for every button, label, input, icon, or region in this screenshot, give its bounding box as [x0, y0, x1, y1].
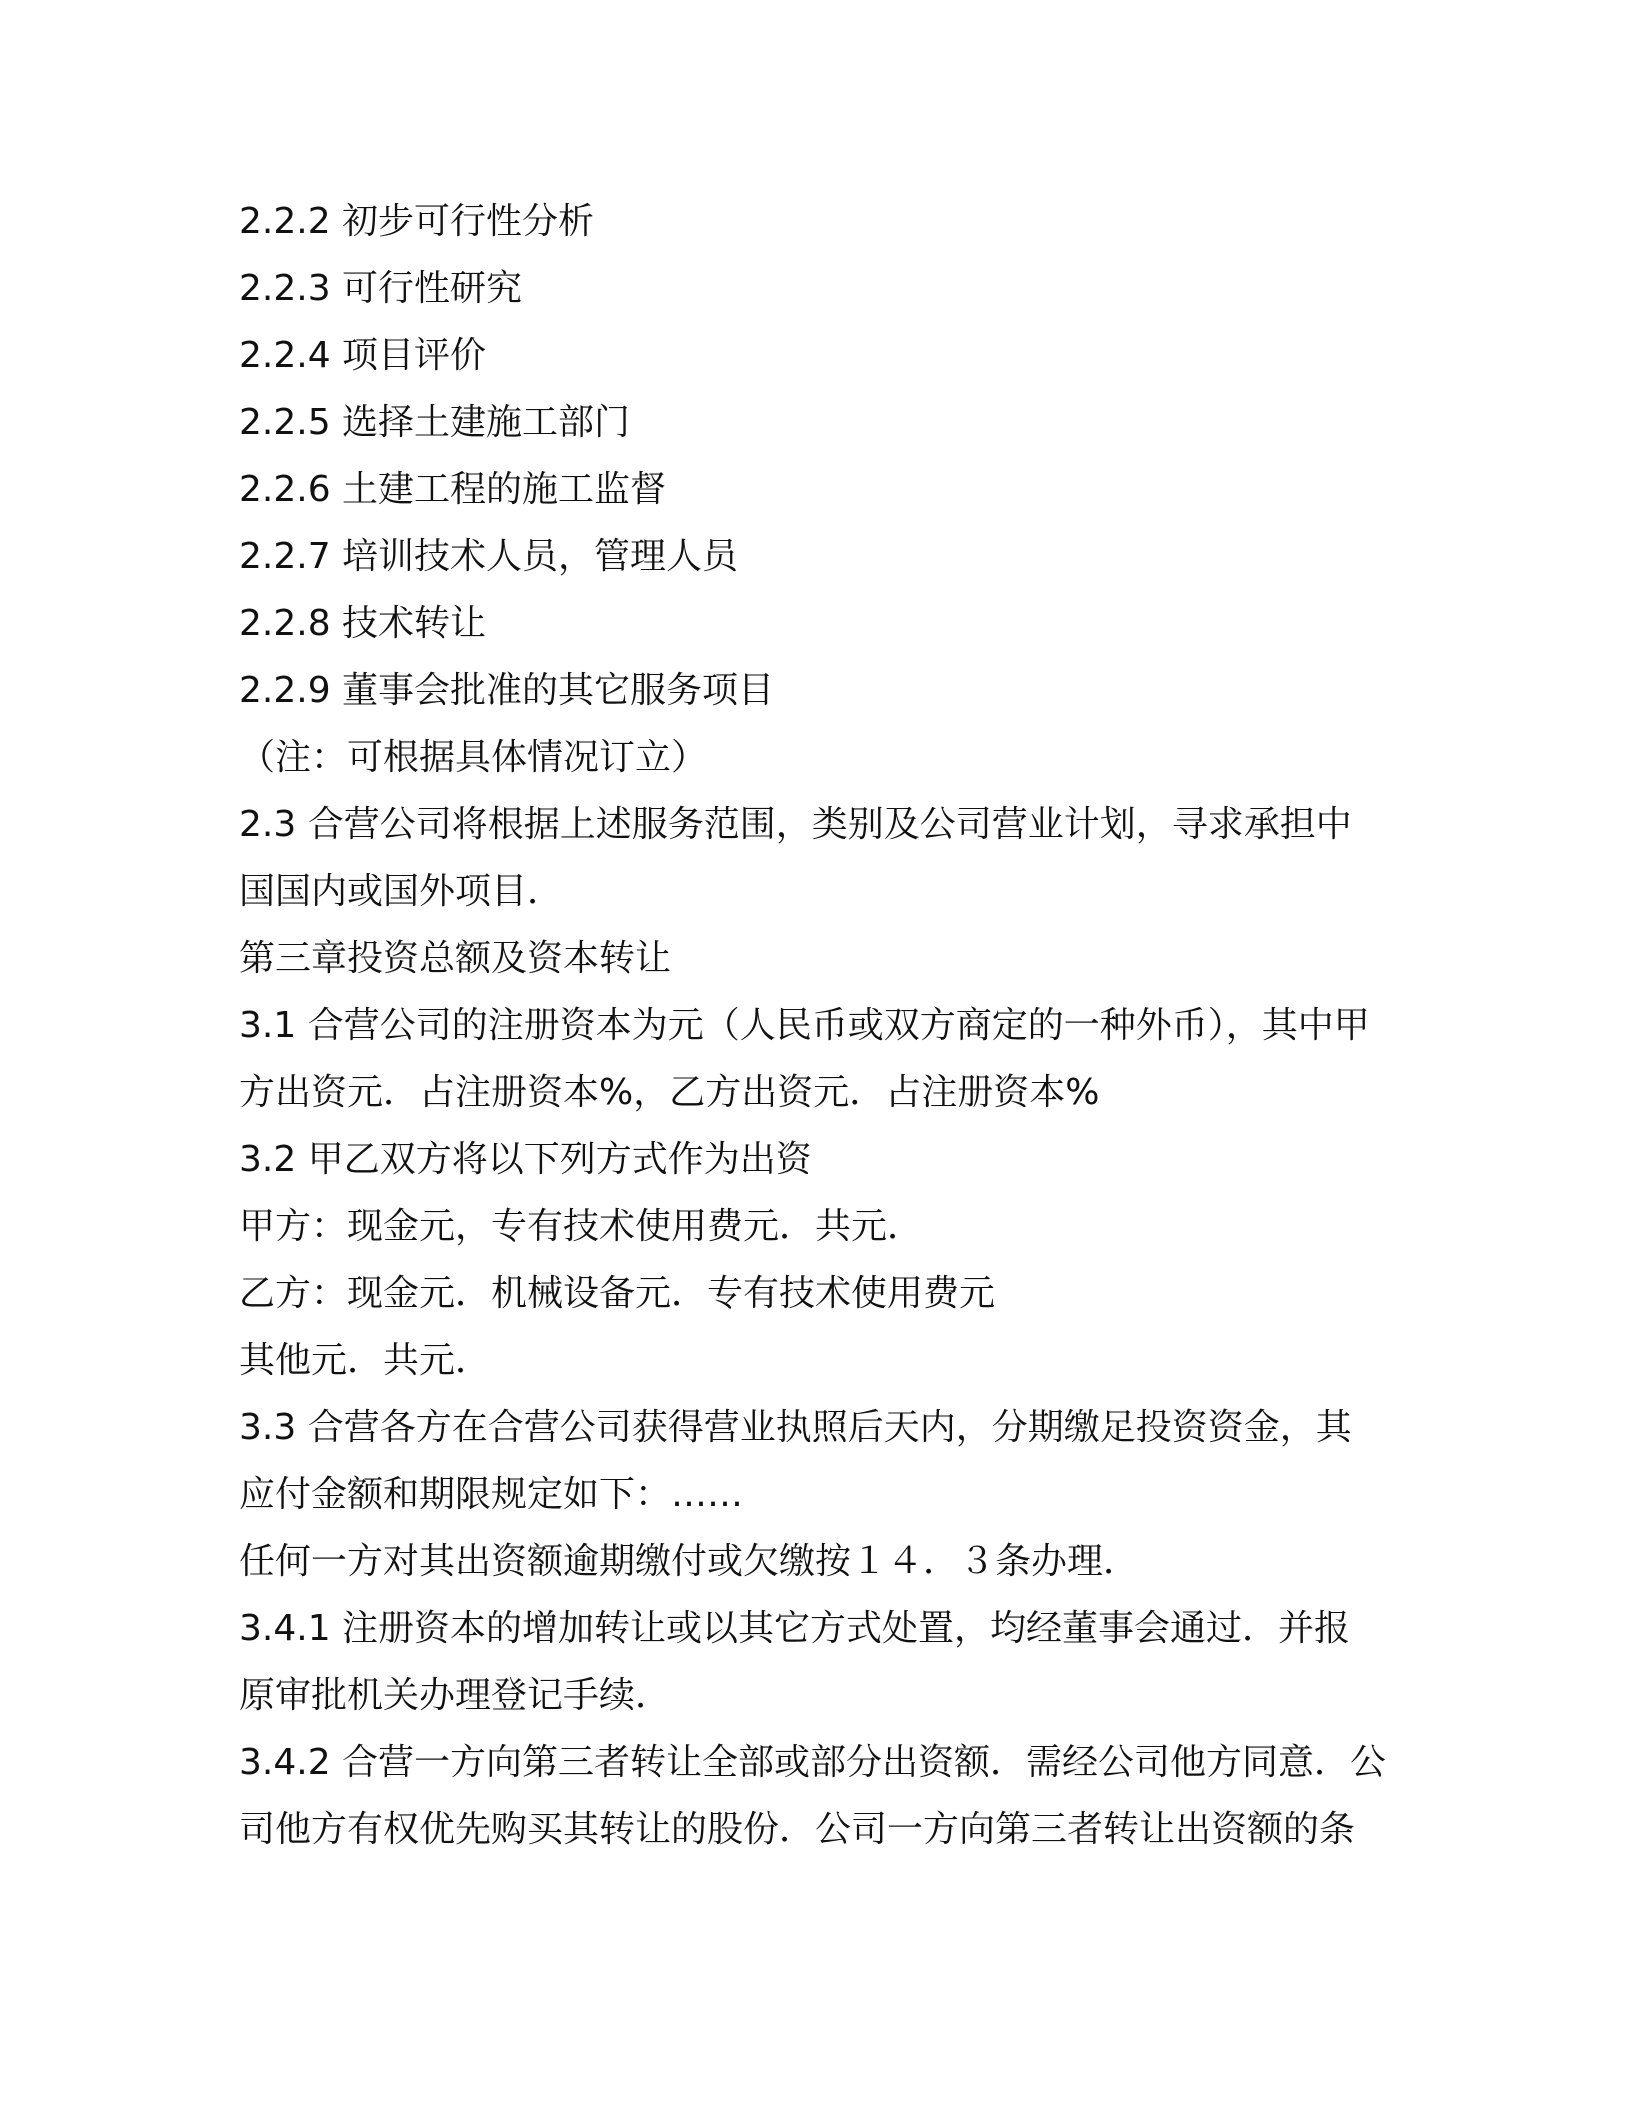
section-3-4-1-line-2: 原审批机关办理登记手续． [239, 1675, 672, 1716]
section-3-2: 3.2 甲乙双方将以下列方式作为出资 [239, 1139, 812, 1180]
party-b-contribution: 乙方：现金元．机械设备元．专有技术使用费元 [239, 1273, 996, 1314]
section-3-3-line-1: 3.3 合营各方在合营公司获得营业执照后天内，分期缴足投资资金，其 [239, 1407, 1352, 1448]
section-2-2-3: 2.2.3 可行性研究 [239, 268, 523, 309]
party-b-contribution-cont: 其他元．共元． [239, 1340, 492, 1381]
section-2-2-8: 2.2.8 技术转让 [239, 603, 487, 644]
section-2-2-9: 2.2.9 董事会批准的其它服务项目 [239, 670, 775, 711]
section-3-4-2-line-1: 3.4.2 合营一方向第三者转让全部或部分出资额．需经公司他方同意．公 [239, 1742, 1387, 1783]
section-2-2-4: 2.2.4 项目评价 [239, 335, 487, 376]
section-2-2-7: 2.2.7 培训技术人员，管理人员 [239, 536, 739, 577]
section-2-2-2: 2.2.2 初步可行性分析 [239, 201, 595, 242]
party-a-contribution: 甲方：现金元，专有技术使用费元．共元． [239, 1206, 924, 1247]
section-3-4-1-line-1: 3.4.1 注册资本的增加转让或以其它方式处置，均经董事会通过．并报 [239, 1608, 1351, 1649]
chapter-3-heading: 第三章投资总额及资本转让 [239, 938, 672, 979]
section-2-3-line-1: 2.3 合营公司将根据上述服务范围，类别及公司营业计划，寻求承担中 [239, 804, 1352, 845]
note-line: （注：可根据具体情况订立） [239, 737, 708, 778]
section-3-3-line-2: 应付金额和期限规定如下：…… [239, 1474, 744, 1515]
section-3-4-2-line-2: 司他方有权优先购买其转让的股份．公司一方向第三者转让出资额的条 [239, 1809, 1356, 1850]
section-2-2-5: 2.2.5 选择土建施工部门 [239, 402, 631, 443]
section-3-1-line-2: 方出资元．占注册资本%，乙方出资元．占注册资本% [239, 1072, 1100, 1113]
document-body [239, 188, 1399, 1863]
section-3-1-line-1: 3.1 合营公司的注册资本为元（人民币或双方商定的一种外币），其中甲 [239, 1005, 1370, 1046]
section-2-3-line-2: 国国内或国外项目． [239, 871, 564, 912]
default-clause: 任何一方对其出资额逾期缴付或欠缴按１４．３条办理． [239, 1541, 1140, 1582]
section-2-2-6: 2.2.6 土建工程的施工监督 [239, 469, 667, 510]
